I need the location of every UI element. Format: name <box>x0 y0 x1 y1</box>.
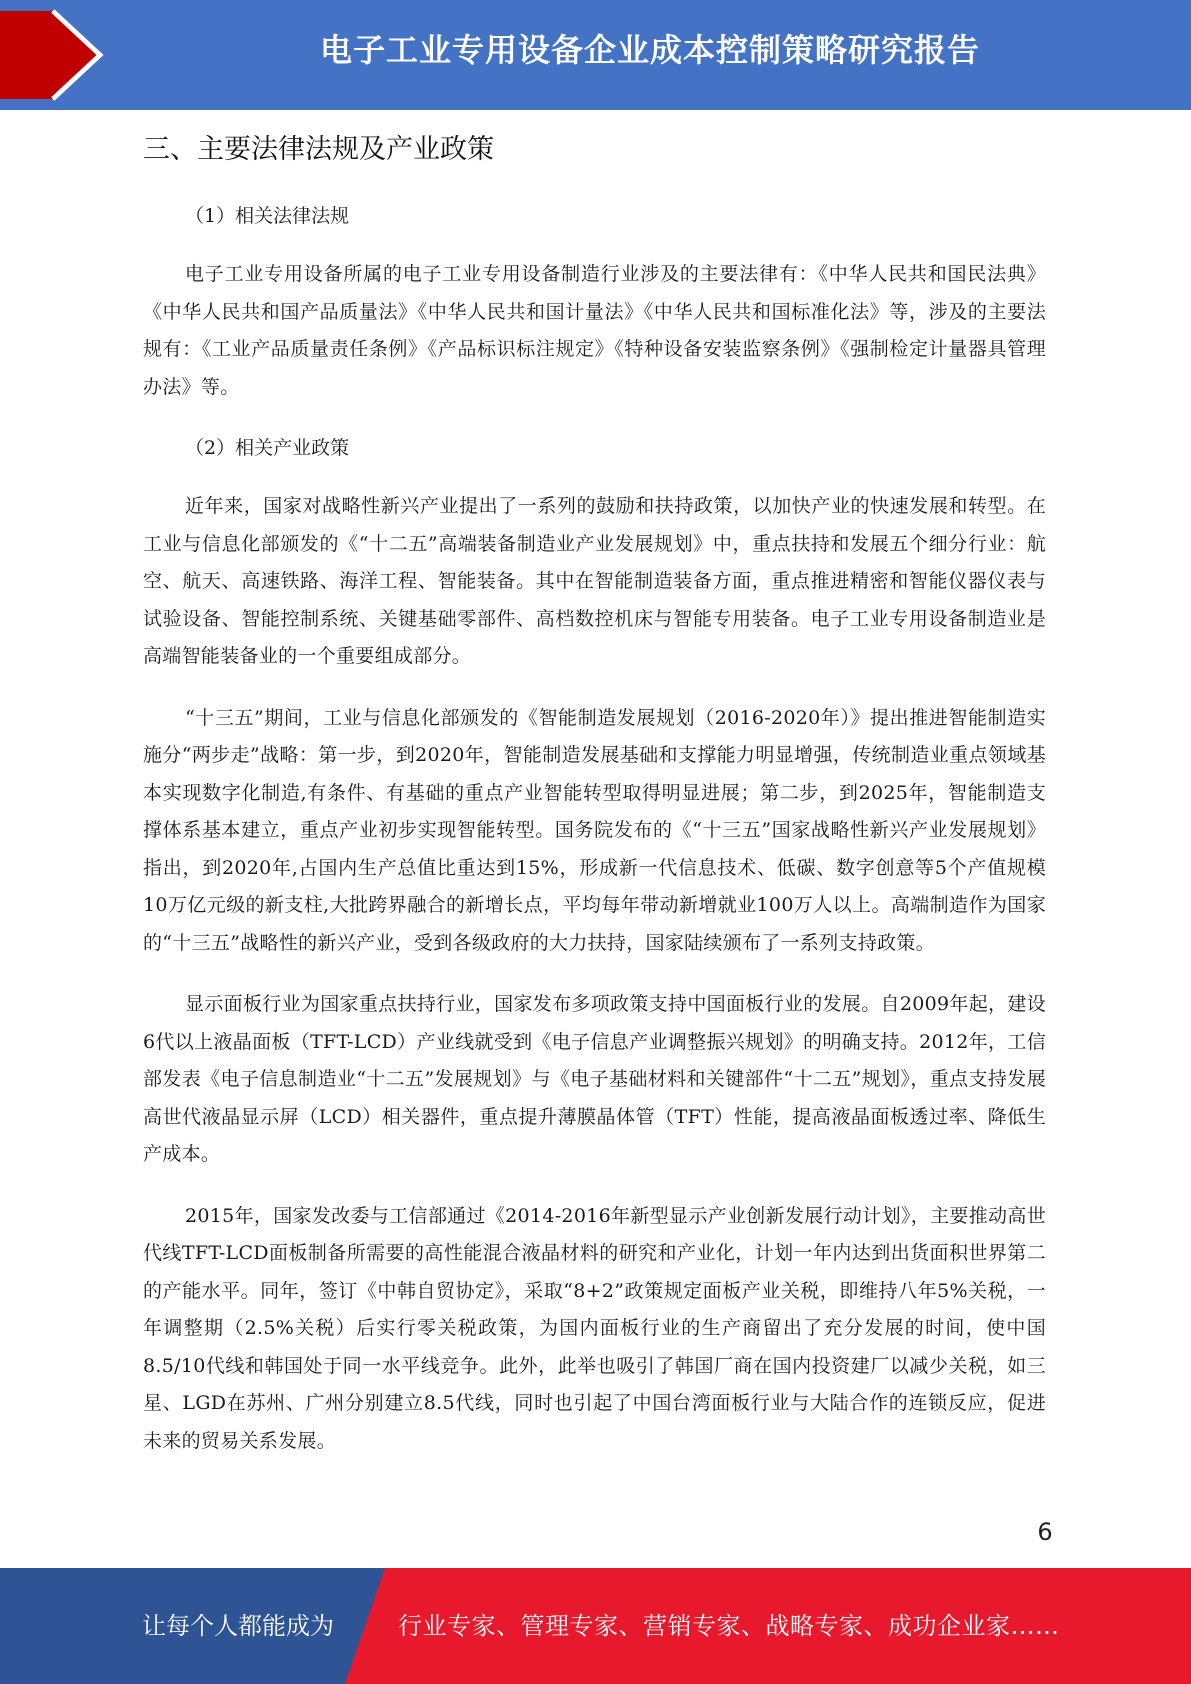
report-title: 电子工业专用设备企业成本控制策略研究报告 <box>319 31 980 69</box>
paragraph-13th-five-year: “十三五”期间，工业与信息化部颁发的《智能制造发展规划（2016-2020年）》提出推进智能制造实施分“两步走”战略：第一步，到2020年，智能制造发展基础和支撑能力明显增强，传统制造业重点领域基本实现数字化制造,有条件、有基础的重点产业智能转型取得明显进展；第二步，到2025年，智能制造支撑体系基本建立，重点产业初步实现智能转型。国务院发布的《“十三五”国家战略性新兴产业发展规划》指出，到2020年,占国内生产总值比重达到15%，形成新一代信息技术、低碳、数字创意等5个产值规模10万亿元级的新支柱,大批跨界融合的新增长点，平均每年带动新增就业100万人以上。高端制造作为国家的“十三五”战略性的新兴产业，受到各级政府的大力扶持，国家陆续颁布了一系列支持政策。 <box>143 706 1046 954</box>
footer-slogan-left: 让每个人都能成为 <box>142 1612 334 1640</box>
page-footer <box>0 1568 1191 1684</box>
paragraph-policies-intro: 近年来，国家对战略性新兴产业提出了一系列的鼓励和扶持政策，以加快产业的快速发展和转型。在工业与信息化部颁发的《“十二五”高端装备制造业产业发展规划》中，重点扶持和发展五个细分行业：航空、航天、高速铁路、海洋工程、智能装备。其中在智能制造装备方面，重点推进精密和智能仪器仪表与试验设备、智能控制系统、关键基础零部件、高档数控机床与智能专用装备。电子工业专用设备制造业是高端智能装备业的一个重要组成部分。 <box>143 495 1046 667</box>
subsection-heading-laws: （1）相关法律法规 <box>185 205 350 227</box>
paragraph-2015-policy: 2015年，国家发改委与工信部通过《2014-2016年新型显示产业创新发展行动计划》，主要推动高世代线TFT-LCD面板制备所需要的高性能混合液晶材料的研究和产业化，计划一年内达到出货面积世界第二的产能水平。同年，签订《中韩自贸协定》，采取“8+2”政策规定面板产业关税，即维持八年5%关税，一年调整期（2.5%关税）后实行零关税政策，为国内面板行业的生产商留出了充分发展的时间，使中国8.5/10代线和韩国处于同一水平线竞争。此外，此举也吸引了韩国厂商在国内投资建厂以减少关税，如三星、LGD在苏州、广州分别建立8.5代线，同时也引起了中国台湾面板行业与大陆合作的连锁反应，促进未来的贸易关系发展。 <box>143 1204 1046 1452</box>
page-number: 6 <box>1037 1518 1053 1546</box>
header-red-arrow-decoration <box>0 0 120 110</box>
paragraph-laws: 电子工业专用设备所属的电子工业专用设备制造行业涉及的主要法律有：《中华人民共和国民法典》《中华人民共和国产品质量法》《中华人民共和国计量法》《中华人民共和国标准化法》等，涉及的主要法规有：《工业产品质量责任条例》《产品标识标注规定》《特种设备安装监察条例》《强制检定计量器具管理办法》等。 <box>143 263 1046 398</box>
footer-slogan-right: 行业专家、管理专家、营销专家、战略专家、成功企业家…… <box>398 1612 1060 1640</box>
document-body <box>143 128 1046 1484</box>
subsection-heading-policies: （2）相关产业政策 <box>185 437 350 459</box>
section-heading: 三、主要法律法规及产业政策 <box>143 134 494 165</box>
page-header <box>0 0 1191 110</box>
paragraph-display-panel: 显示面板行业为国家重点扶持行业，国家发布多项政策支持中国面板行业的发展。自2009年起，建设6代以上液晶面板（TFT-LCD）产业线就受到《电子信息产业调整振兴规划》的明确支持。2012年，工信部发表《电子信息制造业“十二五”发展规划》与《电子基础材料和关键部件“十二五”规划》，重点支持发展高世代液晶显示屏（LCD）相关器件，重点提升薄膜晶体管（TFT）性能，提高液晶面板透过率、降低生产成本。 <box>143 993 1046 1165</box>
